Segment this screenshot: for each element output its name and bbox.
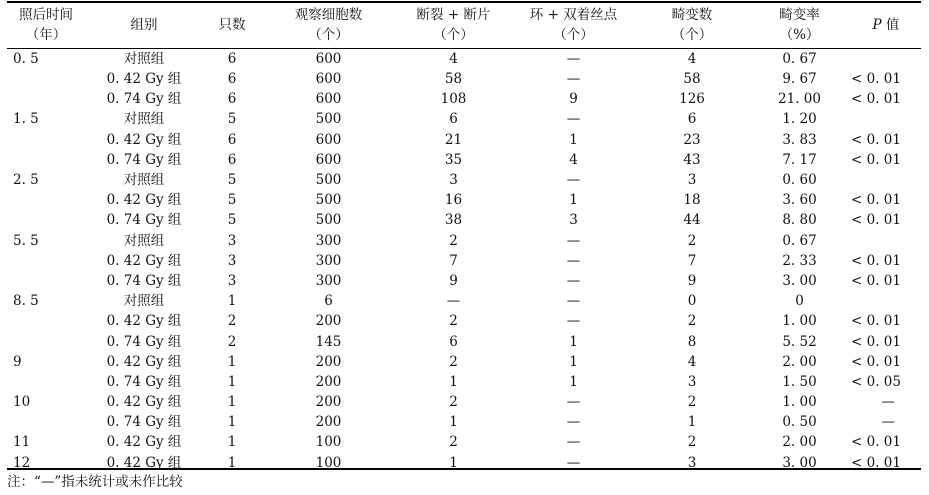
- cell-breaks: 21: [444, 131, 463, 148]
- cell-time: 1. 5: [13, 111, 39, 128]
- table-row: [7, 170, 921, 190]
- header-p-italic: P: [872, 17, 882, 33]
- cell-rings: —: [566, 293, 581, 310]
- cell-p-value: < 0. 01: [851, 192, 901, 209]
- cell-rate: 1. 20: [782, 111, 817, 128]
- cell-p-value: < 0. 01: [851, 454, 901, 471]
- header-time: [7, 2, 85, 48]
- table-row: [7, 453, 921, 473]
- table-row: [7, 291, 921, 311]
- cell-p-value: [851, 170, 921, 190]
- cell-rate: 21. 00: [778, 91, 821, 108]
- cell-p-value: < 0. 05: [851, 373, 901, 390]
- cell-rate: 7. 17: [782, 151, 817, 168]
- cell-group: 0. 42 Gy 组: [106, 131, 182, 148]
- header-rate-line1: 畸变率: [779, 7, 820, 23]
- cell-time: [7, 89, 85, 109]
- cell-rings: —: [566, 313, 581, 330]
- cell-breaks: 2: [449, 434, 458, 451]
- cell-abnormal: 8: [687, 333, 697, 350]
- cell-p-value: [851, 291, 921, 311]
- cell-abnormal: 3: [687, 373, 697, 390]
- cell-breaks: 2: [449, 394, 458, 411]
- cell-observed-cells: 200: [315, 353, 342, 370]
- cell-rings: —: [566, 272, 581, 289]
- cell-count: 6: [227, 131, 237, 148]
- cell-abnormal: 2: [687, 434, 697, 451]
- cell-count: 6: [227, 71, 237, 88]
- cell-rings: —: [566, 394, 581, 411]
- cell-abnormal: 4: [687, 353, 697, 370]
- cell-rate: 2. 33: [782, 252, 817, 269]
- header-p-suffix: 值: [881, 17, 900, 33]
- cell-rate: 8. 80: [782, 212, 817, 229]
- cell-group: 0. 42 Gy 组: [106, 252, 182, 269]
- cell-count: 5: [227, 172, 237, 189]
- cell-abnormal: 43: [683, 151, 701, 168]
- cell-time: [7, 69, 85, 89]
- cell-breaks: 9: [449, 272, 458, 289]
- cell-count: 6: [227, 151, 237, 168]
- cell-p-value: < 0. 01: [851, 333, 901, 350]
- cell-count: 2: [227, 313, 237, 330]
- table-row: [7, 130, 921, 150]
- table-row: [7, 412, 921, 432]
- header-row: [7, 2, 921, 48]
- cell-group: 0. 42 Gy 组: [106, 192, 182, 209]
- header-rings: [511, 2, 636, 48]
- cell-breaks: 6: [449, 333, 458, 350]
- header-time-line1: 照后时间: [19, 7, 73, 23]
- cell-rings: 1: [569, 333, 578, 350]
- cell-rings: —: [566, 454, 581, 471]
- cell-observed-cells: 500: [315, 192, 342, 209]
- cell-count: 5: [227, 192, 237, 209]
- cell-time: 9: [13, 353, 22, 370]
- cell-count: 5: [227, 212, 237, 229]
- header-rings-line1: 环 + 双着丝点: [529, 7, 618, 23]
- cell-observed-cells: 600: [315, 71, 342, 88]
- table-row: [7, 210, 921, 230]
- header-count: 只数: [218, 17, 246, 33]
- cell-rate: 3. 60: [782, 192, 817, 209]
- cell-rings: —: [566, 51, 581, 67]
- header-abnormal: [636, 2, 748, 48]
- cell-observed-cells: 300: [315, 272, 342, 289]
- cell-breaks: 4: [449, 51, 458, 67]
- cell-rings: 1: [569, 192, 578, 209]
- cell-count: 1: [227, 394, 237, 411]
- cell-time: [7, 251, 85, 271]
- cell-time: 2. 5: [13, 172, 39, 189]
- header-abnormal-line1: 畸变数: [671, 7, 713, 23]
- table-row: [7, 432, 921, 452]
- cell-p-value: —: [881, 414, 895, 431]
- cell-p-value: < 0. 01: [851, 91, 901, 108]
- cell-breaks: —: [446, 293, 461, 310]
- cell-observed-cells: 600: [315, 51, 342, 67]
- header-rate-line2: （%）: [779, 27, 820, 43]
- cell-time: 0. 5: [13, 51, 39, 67]
- cell-rate: 3. 83: [782, 131, 817, 148]
- cell-rings: 3: [569, 212, 578, 229]
- cell-p-value: —: [881, 394, 895, 411]
- cell-count: 1: [227, 373, 237, 390]
- cell-time: 12: [13, 454, 31, 471]
- table-row: [7, 150, 921, 170]
- cell-count: 5: [227, 111, 237, 128]
- cell-p-value: < 0. 01: [851, 212, 901, 229]
- cell-rate: 0. 60: [782, 172, 817, 189]
- header-cells-line1: 观察细胞数: [294, 7, 363, 23]
- cell-abnormal: 23: [683, 131, 701, 148]
- cell-p-value: < 0. 01: [851, 71, 901, 88]
- header-cells: [261, 2, 396, 48]
- cell-observed-cells: 200: [315, 313, 342, 330]
- cell-abnormal: 2: [687, 394, 697, 411]
- cell-rate: 1. 00: [782, 394, 817, 411]
- cell-p-value: < 0. 01: [851, 272, 901, 289]
- cell-p-value: [851, 231, 921, 251]
- cell-breaks: 2: [449, 353, 458, 370]
- cell-breaks: 3: [449, 172, 458, 189]
- header-breaks-line2: （个）: [433, 27, 474, 43]
- cell-count: 3: [227, 272, 237, 289]
- cell-breaks: 2: [449, 232, 458, 249]
- cell-rate: 0. 50: [782, 414, 817, 431]
- cell-observed-cells: 500: [315, 111, 342, 128]
- cell-p-value: [851, 109, 921, 129]
- cell-breaks: 108: [440, 91, 467, 108]
- cell-time: 10: [13, 394, 31, 411]
- cell-p-value: < 0. 01: [851, 131, 901, 148]
- cell-group: 对照组: [123, 111, 165, 128]
- header-cells-line2: （个）: [308, 27, 349, 43]
- cell-count: 1: [227, 434, 237, 451]
- cell-group: 0. 74 Gy 组: [106, 373, 182, 390]
- table-row: [7, 311, 921, 331]
- cell-observed-cells: 500: [315, 172, 342, 189]
- cell-breaks: 1: [449, 454, 458, 471]
- table-body: [7, 48, 921, 473]
- table-row: [7, 352, 921, 372]
- cell-observed-cells: 200: [315, 414, 342, 431]
- cell-breaks: 35: [444, 151, 463, 168]
- cell-rate: 5. 52: [782, 333, 817, 350]
- cell-rings: —: [566, 172, 581, 189]
- cell-group: 0. 42 Gy 组: [106, 454, 182, 471]
- cell-rate: 1. 00: [782, 313, 817, 330]
- header-rings-line2: （个）: [553, 27, 594, 43]
- chromosome-aberration-table: [7, 2, 921, 473]
- cell-time: 11: [13, 434, 31, 451]
- cell-breaks: 16: [444, 192, 463, 209]
- cell-breaks: 1: [449, 373, 458, 390]
- cell-time: [7, 130, 85, 150]
- table-row: [7, 231, 921, 251]
- cell-abnormal: 4: [687, 51, 697, 67]
- cell-observed-cells: 300: [315, 252, 342, 269]
- table-row: [7, 372, 921, 392]
- cell-p-value: < 0. 01: [851, 151, 901, 168]
- cell-breaks: 1: [449, 414, 458, 431]
- cell-count: 1: [227, 293, 237, 310]
- header-breaks-line1: 断裂 + 断片: [416, 7, 491, 23]
- cell-time: [7, 210, 85, 230]
- cell-abnormal: 3: [687, 454, 697, 471]
- cell-rings: 1: [569, 131, 578, 148]
- table-row: [7, 251, 921, 271]
- cell-observed-cells: 145: [315, 333, 342, 350]
- cell-count: 1: [227, 454, 237, 471]
- cell-time: [7, 190, 85, 210]
- header-abnormal-line2: （个）: [671, 27, 713, 43]
- cell-count: 3: [227, 252, 237, 269]
- cell-observed-cells: 600: [315, 91, 342, 108]
- cell-observed-cells: 600: [315, 131, 342, 148]
- cell-abnormal: 0: [687, 293, 697, 310]
- cell-time: [7, 412, 85, 432]
- table-row: [7, 190, 921, 210]
- cell-time: [7, 150, 85, 170]
- cell-rings: —: [566, 71, 581, 88]
- table-row: [7, 331, 921, 351]
- cell-observed-cells: 300: [315, 232, 342, 249]
- cell-abnormal: 126: [679, 91, 705, 108]
- cell-rings: 4: [569, 151, 578, 168]
- cell-count: 3: [227, 232, 237, 249]
- cell-rings: —: [566, 111, 581, 128]
- cell-group: 0. 74 Gy 组: [106, 333, 182, 350]
- cell-rate: 0. 67: [782, 51, 817, 67]
- cell-abnormal: 58: [683, 71, 701, 88]
- cell-group: 0. 42 Gy 组: [106, 313, 182, 330]
- cell-group: 0. 74 Gy 组: [106, 151, 182, 168]
- cell-rings: 1: [569, 373, 578, 390]
- cell-rate: 3. 00: [782, 454, 817, 471]
- header-time-line2: （年）: [25, 27, 67, 43]
- cell-abnormal: 18: [683, 192, 701, 209]
- cell-group: 0. 74 Gy 组: [106, 272, 182, 289]
- header-p-value: [851, 2, 921, 48]
- table-row: [7, 69, 921, 89]
- cell-group: 0. 42 Gy 组: [106, 71, 182, 88]
- cell-observed-cells: 600: [315, 151, 342, 168]
- table-row: [7, 109, 921, 129]
- cell-group: 对照组: [123, 232, 165, 249]
- header-group: 组别: [130, 17, 158, 33]
- cell-abnormal: 1: [687, 414, 697, 431]
- cell-rate: 2. 00: [782, 353, 817, 370]
- table-row: [7, 48, 921, 69]
- cell-group: 0. 42 Gy 组: [106, 353, 182, 370]
- cell-count: 2: [227, 333, 237, 350]
- cell-rings: —: [566, 434, 581, 451]
- cell-group: 对照组: [123, 293, 165, 310]
- cell-rate: 1. 50: [782, 373, 817, 390]
- cell-rate: 0. 67: [782, 232, 817, 249]
- cell-observed-cells: 500: [315, 212, 342, 229]
- cell-breaks: 2: [449, 313, 458, 330]
- cell-rings: 9: [569, 91, 578, 108]
- cell-rate: 9. 67: [782, 71, 817, 88]
- cell-p-value: [851, 48, 921, 69]
- cell-observed-cells: 200: [315, 394, 342, 411]
- cell-observed-cells: 6: [324, 293, 333, 310]
- cell-p-value: < 0. 01: [851, 434, 901, 451]
- cell-time: 8. 5: [13, 293, 39, 310]
- cell-breaks: 38: [444, 212, 463, 229]
- cell-time: [7, 311, 85, 331]
- table-row: [7, 271, 921, 291]
- cell-rate: 3. 00: [782, 272, 817, 289]
- cell-count: 1: [227, 353, 237, 370]
- cell-observed-cells: 100: [315, 434, 342, 451]
- cell-group: 0. 74 Gy 组: [106, 91, 182, 108]
- cell-breaks: 7: [449, 252, 458, 269]
- cell-observed-cells: 100: [315, 454, 342, 471]
- cell-rings: —: [566, 252, 581, 269]
- cell-time: [7, 331, 85, 351]
- cell-p-value: < 0. 01: [851, 353, 901, 370]
- table-row: [7, 392, 921, 412]
- cell-count: 6: [227, 51, 237, 67]
- cell-count: 1: [227, 414, 237, 431]
- cell-group: 对照组: [123, 172, 165, 189]
- table-row: [7, 89, 921, 109]
- cell-observed-cells: 200: [315, 373, 342, 390]
- cell-time: 5. 5: [13, 232, 39, 249]
- cell-count: 6: [227, 91, 237, 108]
- header-breaks: [396, 2, 511, 48]
- cell-p-value: < 0. 01: [851, 252, 901, 269]
- cell-abnormal: 3: [687, 172, 697, 189]
- cell-abnormal: 6: [687, 111, 697, 128]
- cell-abnormal: 44: [683, 212, 701, 229]
- cell-abnormal: 2: [687, 313, 697, 330]
- cell-rings: —: [566, 414, 581, 431]
- cell-rate: 2. 00: [782, 434, 817, 451]
- cell-rings: —: [566, 232, 581, 249]
- cell-group: 对照组: [123, 51, 165, 67]
- cell-group: 0. 74 Gy 组: [106, 212, 182, 229]
- cell-group: 0. 42 Gy 组: [106, 394, 182, 411]
- cell-abnormal: 7: [687, 252, 697, 269]
- cell-rate: 0: [795, 293, 804, 310]
- header-rate: [748, 2, 851, 48]
- cell-abnormal: 9: [687, 272, 697, 289]
- cell-time: [7, 271, 85, 291]
- cell-time: [7, 372, 85, 392]
- cell-p-value: < 0. 01: [851, 313, 901, 330]
- table-footnote: 注：“—”指未统计或未作比较: [7, 474, 183, 490]
- cell-rings: 1: [569, 353, 578, 370]
- cell-abnormal: 2: [687, 232, 697, 249]
- cell-group: 0. 42 Gy 组: [106, 434, 182, 451]
- cell-breaks: 58: [444, 71, 463, 88]
- cell-breaks: 6: [449, 111, 458, 128]
- cell-group: 0. 74 Gy 组: [106, 414, 182, 431]
